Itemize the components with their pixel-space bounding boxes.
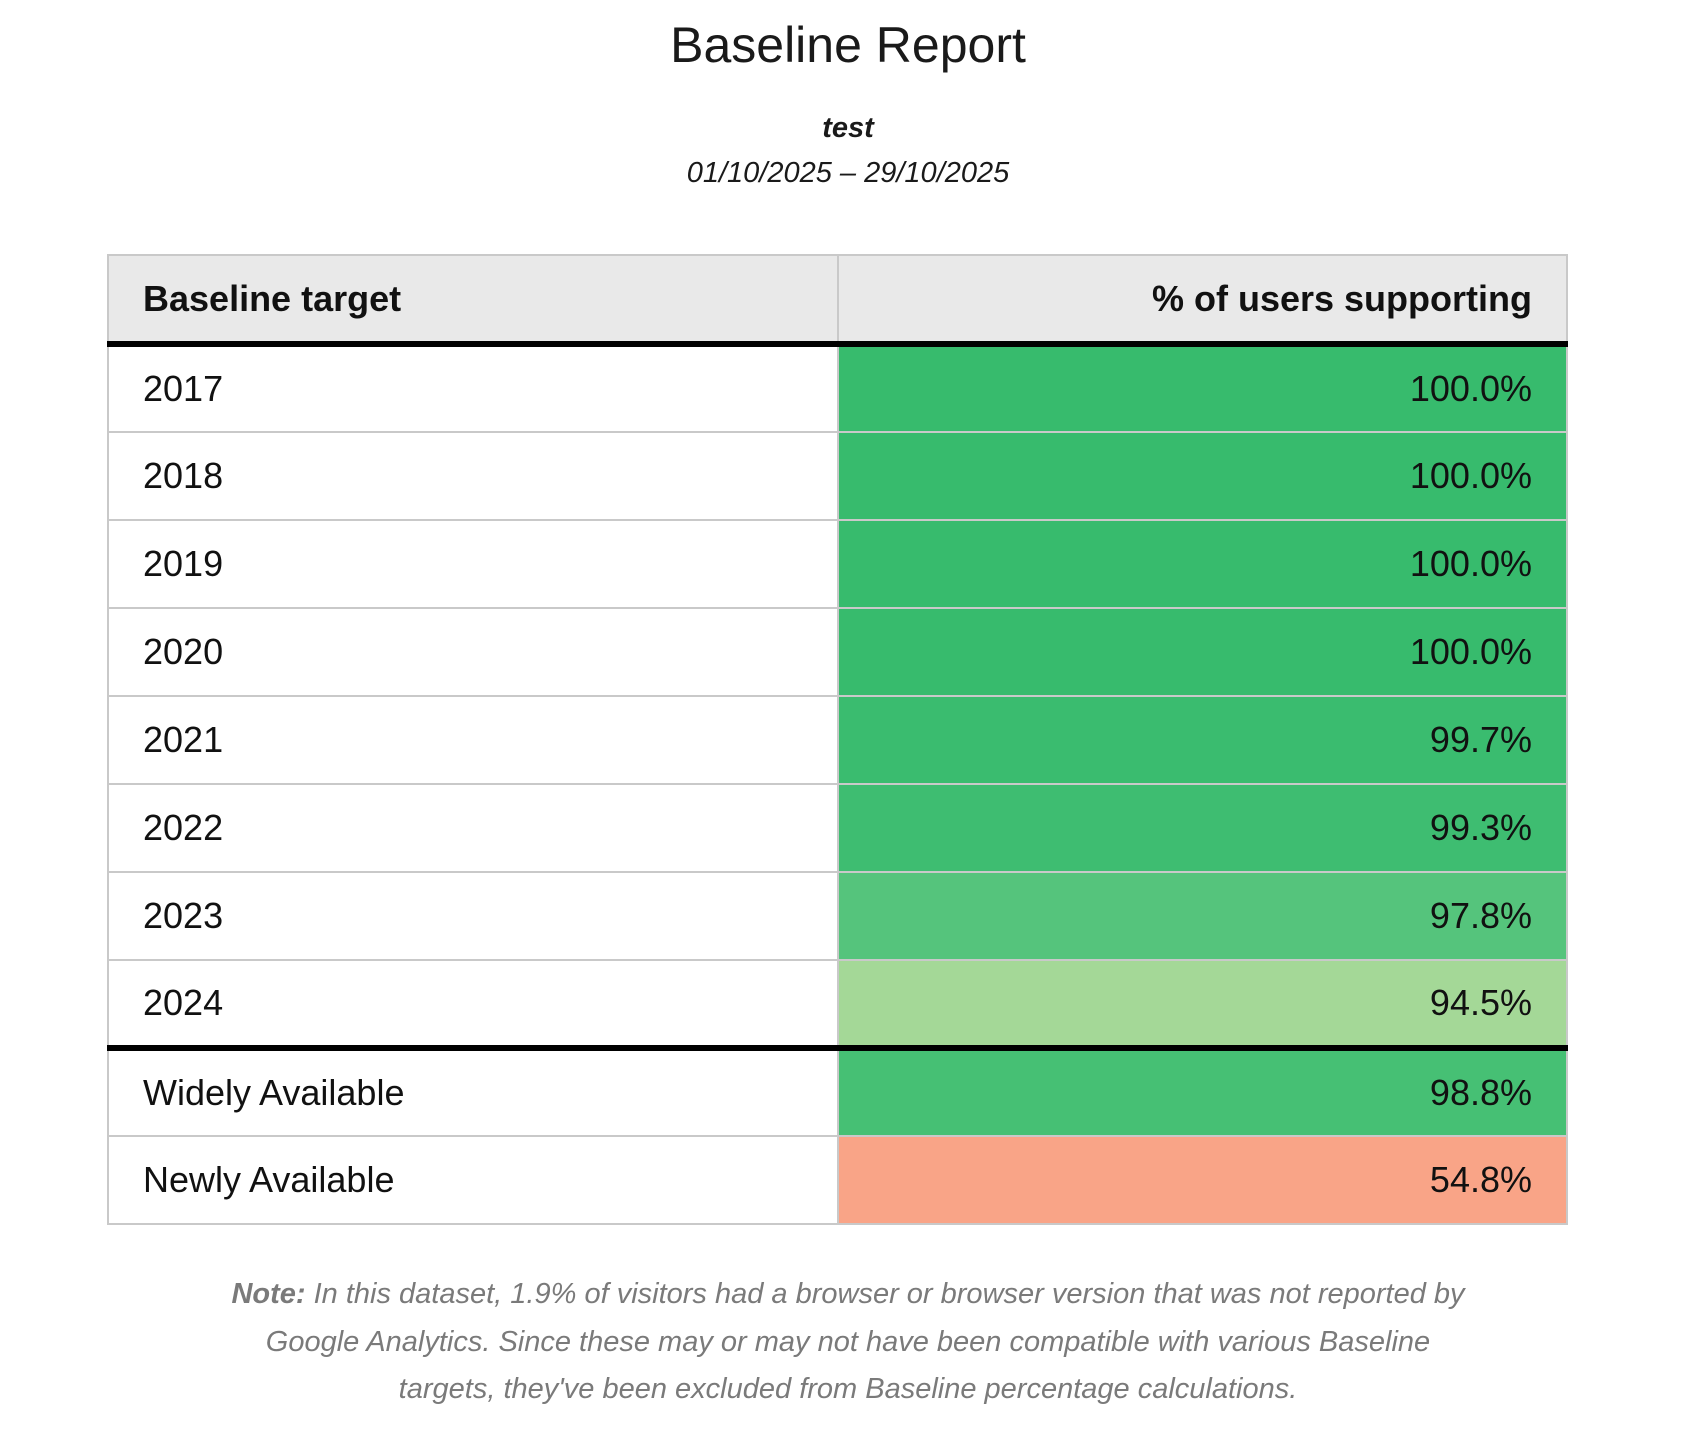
column-header-baseline-target: Baseline target [108,255,838,344]
baseline-target-cell: 2022 [108,784,838,872]
table-body [108,344,1567,1224]
report-subtitle: test [822,112,874,144]
baseline-target-cell: 2017 [108,344,838,432]
table-row [108,872,1567,960]
table-row [108,696,1567,784]
table-header [108,255,1567,344]
table-row [108,520,1567,608]
percent-supporting-cell: 100.0% [838,344,1568,432]
note-text: In this dataset, 1.9% of visitors had a browser or browser version that was not reported by Google Analytics. Since these may or may not have been compatible with various Baseline targets, they've been excluded from Baseline percentage calculations. [265,1278,1465,1406]
column-header-percent-supporting: % of users supporting [838,255,1568,344]
percent-supporting-cell: 97.8% [838,872,1568,960]
percent-supporting-cell: 54.8% [838,1136,1568,1224]
baseline-target-cell: 2024 [108,960,838,1048]
percent-supporting-cell: 99.3% [838,784,1568,872]
percent-supporting-cell: 100.0% [838,608,1568,696]
percent-supporting-cell: 100.0% [838,520,1568,608]
table-row [108,1136,1567,1224]
percent-supporting-cell: 98.8% [838,1048,1568,1136]
baseline-target-cell: 2020 [108,608,838,696]
percent-supporting-cell: 99.7% [838,696,1568,784]
percent-supporting-cell: 94.5% [838,960,1568,1048]
baseline-target-cell: 2023 [108,872,838,960]
baseline-target-cell: Newly Available [108,1136,838,1224]
table-row [108,960,1567,1048]
report-note [218,1271,1478,1444]
table-row [108,1048,1567,1136]
page-title: Baseline Report [670,17,1026,73]
report-date-range: 01/10/2025 – 29/10/2025 [686,157,1010,189]
baseline-table [107,254,1568,1225]
table-row [108,432,1567,520]
table-row [108,784,1567,872]
table-header-row [108,255,1567,344]
baseline-target-cell: 2018 [108,432,838,520]
percent-supporting-cell: 100.0% [838,432,1568,520]
note-label: Note: [231,1278,314,1310]
baseline-target-cell: Widely Available [108,1048,838,1136]
table-row [108,608,1567,696]
table-row [108,344,1567,432]
baseline-target-cell: 2021 [108,696,838,784]
baseline-target-cell: 2019 [108,520,838,608]
